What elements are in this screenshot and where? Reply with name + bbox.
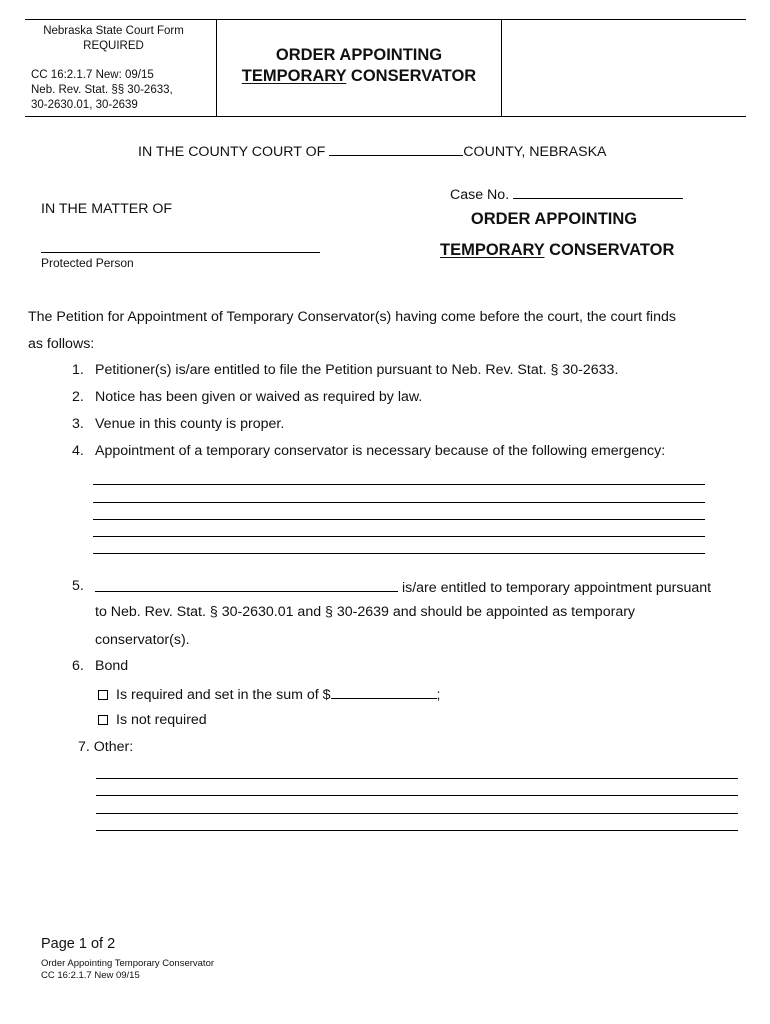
form-code: CC 16:2.1.7 New: 09/15 — [31, 69, 154, 81]
finding-item-4-text: Appointment of a temporary conservator is necessary because of the following emergency: — [95, 443, 666, 459]
finding-item-5-num: 5. — [72, 578, 84, 594]
finding-item-5-line-2: to Neb. Rev. Stat. § 30-2630.01 and § 30-2639 and should be appointed as temporary — [95, 604, 636, 620]
intro-line-1: The Petition for Appointment of Temporary Conservator(s) having come before the court, the court finds — [28, 309, 676, 325]
emergency-line-4[interactable] — [93, 536, 705, 537]
court-prefix: IN THE COUNTY COURT OF — [138, 144, 330, 160]
header-top-border — [25, 19, 746, 20]
header-bottom-border — [25, 116, 746, 117]
finding-item-2 — [72, 388, 423, 406]
protected-person-name-field[interactable] — [41, 252, 320, 253]
emergency-line-1[interactable] — [93, 484, 705, 485]
court-line — [138, 141, 607, 161]
form-required: REQUIRED — [83, 40, 144, 52]
bond-not-required-checkbox[interactable] — [98, 715, 108, 725]
case-number-field[interactable] — [513, 184, 683, 199]
finding-item-2-text: Notice has been given or waived as required by law. — [95, 389, 423, 405]
header-title-line-1: ORDER APPOINTING — [275, 46, 443, 64]
bond-amount-field[interactable] — [331, 684, 437, 699]
statute-ref-1: Neb. Rev. Stat. §§ 30-2633, — [31, 84, 173, 96]
caption-title-line-2 — [440, 241, 674, 260]
finding-item-3 — [72, 415, 285, 433]
matter-label: IN THE MATTER OF — [41, 201, 173, 217]
finding-item-5-line-1 — [95, 577, 711, 597]
other-line-2[interactable] — [96, 795, 738, 796]
footer-form-name: Order Appointing Temporary Conservator — [41, 958, 215, 969]
page-number: Page 1 of 2 — [41, 936, 116, 952]
other-line-1[interactable] — [96, 778, 738, 779]
intro-line-2: as follows: — [28, 336, 95, 352]
emergency-line-5[interactable] — [93, 553, 705, 554]
bond-option-required — [98, 684, 440, 704]
bond-required-checkbox[interactable] — [98, 690, 108, 700]
county-name-field[interactable] — [329, 141, 463, 156]
header-right-divider — [501, 19, 502, 117]
footer-form-code: CC 16:2.1.7 New 09/15 — [41, 970, 140, 981]
bond-required-label: Is required and set in the sum of $ — [116, 687, 331, 703]
conservator-name-field[interactable] — [95, 577, 398, 592]
other-line-3[interactable] — [96, 813, 738, 814]
finding-item-5-text-1: is/are entitled to temporary appointment pursuant — [398, 580, 712, 596]
header-title-conservator: CONSERVATOR — [346, 67, 477, 85]
case-number-line — [450, 184, 683, 204]
bond-option-not-required — [98, 711, 207, 729]
case-no-label: Case No. — [450, 187, 510, 203]
finding-item-6-num: 6. — [72, 658, 84, 674]
protected-person-label: Protected Person — [41, 256, 134, 270]
finding-item-5-line-3: conservator(s). — [95, 632, 190, 648]
caption-title-conservator: CONSERVATOR — [544, 241, 675, 259]
other-label: 7. Other: — [78, 739, 134, 755]
bond-not-required-label: Is not required — [116, 712, 207, 728]
finding-item-3-text: Venue in this county is proper. — [95, 416, 285, 432]
bond-required-suffix: ; — [436, 687, 441, 703]
emergency-line-3[interactable] — [93, 519, 705, 520]
bond-label: Bond — [95, 658, 129, 674]
header-title-line-2 — [217, 66, 501, 87]
finding-item-4-num: 4. — [72, 443, 84, 459]
caption-title-temporary: TEMPORARY — [440, 241, 545, 259]
form-source: Nebraska State Court Form — [43, 25, 184, 37]
other-line-4[interactable] — [96, 830, 738, 831]
finding-item-2-num: 2. — [72, 389, 84, 405]
finding-item-1-text: Petitioner(s) is/are entitled to file the Petition pursuant to Neb. Rev. Stat. § 30-2633. — [95, 362, 619, 378]
header-title-temporary: TEMPORARY — [241, 67, 347, 85]
statute-ref-2: 30-2630.01, 30-2639 — [31, 99, 138, 111]
caption-title-line-1: ORDER APPOINTING — [470, 210, 638, 228]
emergency-line-2[interactable] — [93, 502, 705, 503]
finding-item-1-num: 1. — [72, 362, 84, 378]
finding-item-1 — [72, 361, 619, 379]
court-suffix: COUNTY, NEBRASKA — [463, 144, 607, 160]
finding-item-3-num: 3. — [72, 416, 84, 432]
finding-item-4 — [72, 442, 666, 460]
